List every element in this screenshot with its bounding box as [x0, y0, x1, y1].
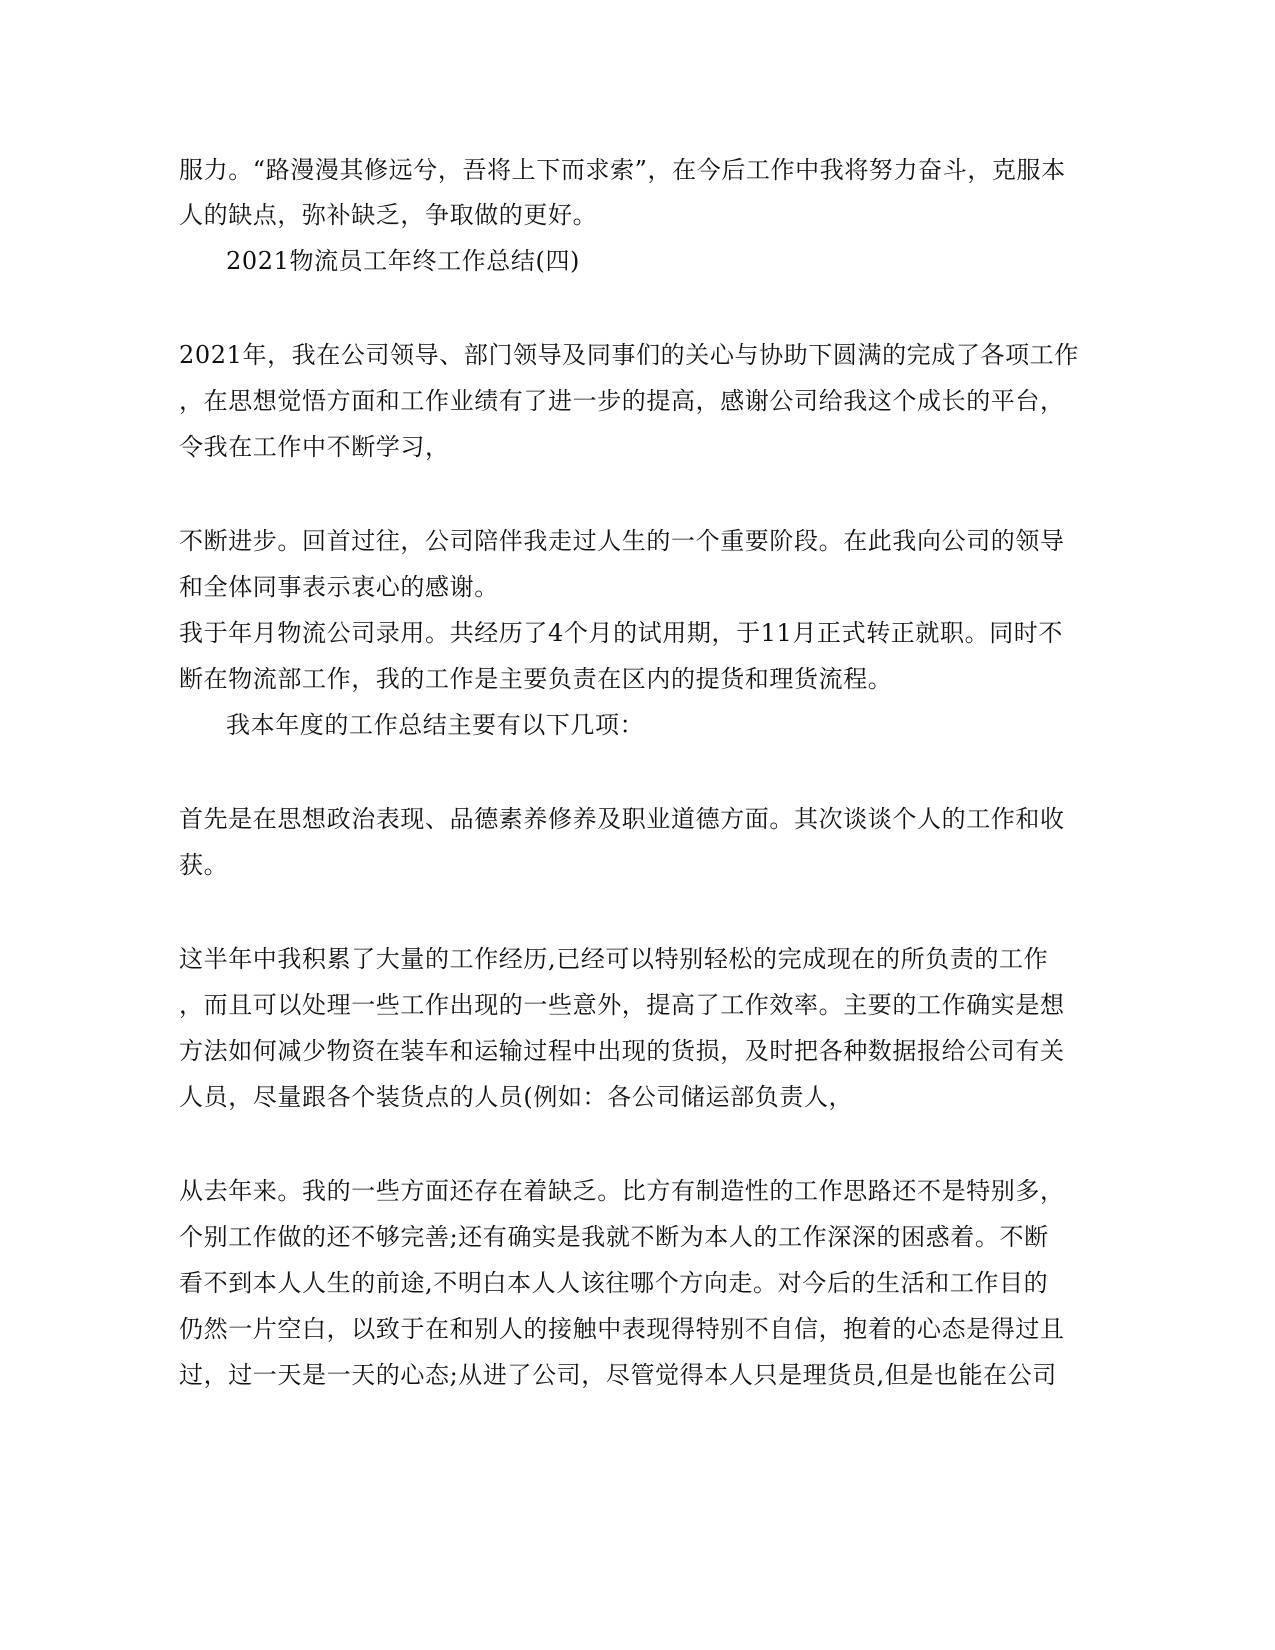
paragraph-line: 人员，尽量跟各个装货点的人员(例如：各公司储运部负责人， — [179, 1083, 854, 1111]
paragraph-line: ，而且可以处理一些工作出现的一些意外，提高了工作效率。主要的工作确实是想 — [179, 991, 1065, 1019]
paragraph-line: 令我在工作中不断学习， — [179, 433, 450, 461]
section-heading: 2021物流员工年终工作总结(四) — [226, 247, 581, 275]
paragraph-line: 人的缺点，弥补缺乏，争取做的更好。 — [179, 201, 598, 229]
paragraph-line: ，在思想觉悟方面和工作业绩有了进一步的提高，感谢公司给我这个成长的平台， — [179, 387, 1065, 415]
paragraph-line: 这半年中我积累了大量的工作经历,已经可以特别轻松的完成现在的所负责的工作 — [179, 945, 1049, 973]
paragraph-line: 过，过一天是一天的心态;从进了公司，尽管觉得本人只是理货员,但是也能在公司 — [179, 1361, 1057, 1389]
paragraph-line: 服力。“路漫漫其修远兮，吾将上下而求索”，在今后工作中我将努力奋斗，克服本 — [179, 156, 1066, 184]
paragraph-line: 2021年，我在公司领导、部门领导及同事们的关心与协助下圆满的完成了各项工作 — [179, 341, 1079, 369]
paragraph-line: 看不到本人人生的前途,不明白本人人该往哪个方向走。对今后的生活和工作目的 — [179, 1269, 1049, 1297]
paragraph-line: 断在物流部工作，我的工作是主要负责在区内的提货和理货流程。 — [179, 665, 893, 693]
paragraph-line: 获。 — [179, 851, 229, 879]
paragraph-line: 我于年月物流公司录用。共经历了4个月的试用期，于11月正式转正就职。同时不 — [179, 619, 1064, 647]
paragraph-line: 和全体同事表示衷心的感谢。 — [179, 573, 499, 601]
paragraph-line: 从去年来。我的一些方面还存在着缺乏。比方有制造性的工作思路还不是特别多， — [179, 1177, 1065, 1205]
paragraph-line: 个别工作做的还不够完善;还有确实是我就不断为本人的工作深深的困惑着。不断 — [179, 1223, 1049, 1251]
paragraph-line: 方法如何减少物资在装车和运输过程中出现的货损，及时把各种数据报给公司有关 — [179, 1037, 1065, 1065]
paragraph-line: 我本年度的工作总结主要有以下几项： — [226, 711, 645, 739]
paragraph-line: 不断进步。回首过往，公司陪伴我走过人生的一个重要阶段。在此我向公司的领导 — [179, 527, 1065, 555]
paragraph-line: 首先是在思想政治表现、品德素养修养及职业道德方面。其次谈谈个人的工作和收 — [179, 805, 1065, 833]
paragraph-line: 仍然一片空白，以致于在和别人的接触中表现得特别不自信，抱着的心态是得过且 — [179, 1315, 1065, 1343]
